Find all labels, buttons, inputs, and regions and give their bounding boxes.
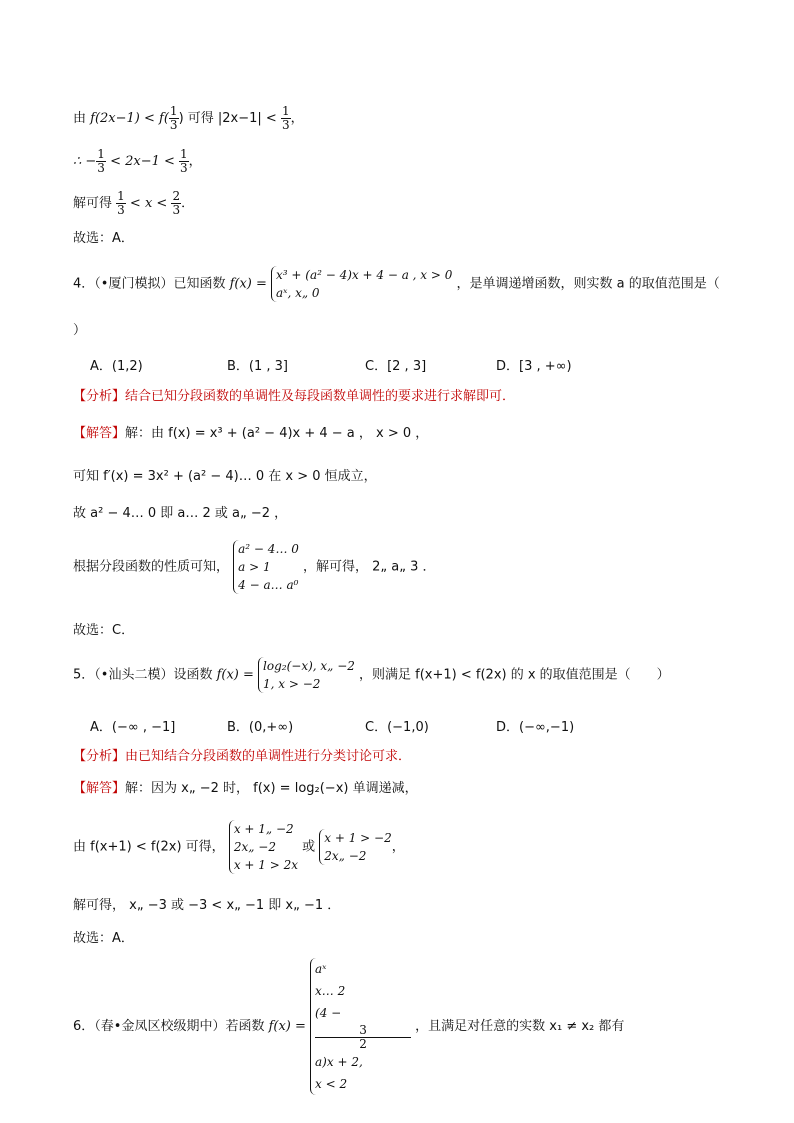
den: 3 <box>180 161 188 175</box>
q5-sol-3: 解可得， x„ −3 或 −3 < x„ −1 即 x„ −1 ． <box>73 898 341 913</box>
q4-option-c: C．[2 , 3] <box>365 359 427 374</box>
q4-stem <box>73 266 720 302</box>
case: log₂(−x), x„ −2 <box>263 659 355 673</box>
q4-analysis <box>73 388 515 406</box>
q4-close: ） <box>73 323 87 338</box>
math: ∴ − <box>73 154 97 169</box>
q4-option-a: A．(1,2) <box>90 359 143 374</box>
tag: 【分析】 <box>73 749 126 764</box>
tag: 【解答】 <box>73 426 126 441</box>
q4-sol-4 <box>73 540 436 594</box>
q4-option-b: B．(1 , 3] <box>227 359 289 374</box>
num: 1 <box>97 147 105 161</box>
num: 1 <box>117 189 125 203</box>
q5-option-b: B．(0,+∞) <box>227 720 294 735</box>
text: 由 f(x+1) < f(2x) 可得， <box>73 839 225 855</box>
text: 解：因为 x„ −2 时， f(x) = log₂(−x) 单调递减， <box>125 781 418 796</box>
q3-answer: 故选：A． <box>73 231 134 246</box>
den: 3 <box>281 118 290 132</box>
system-brace <box>233 540 299 594</box>
math: f(x) = <box>268 1019 306 1034</box>
text: ． <box>181 196 195 211</box>
text: ，且满足对任意的实数 x₁ ≠ x₂ 都有 <box>415 1019 625 1034</box>
question-number: 5．（•汕头二模）设函数 <box>73 667 217 683</box>
fraction <box>116 190 126 217</box>
text: ， <box>188 154 202 169</box>
text: 解可得 <box>73 196 117 211</box>
expr: (4 − <box>315 1006 342 1020</box>
text: ， <box>290 111 304 126</box>
case: 1, x > −2 <box>263 677 321 691</box>
q3-line-1 <box>73 105 304 132</box>
piecewise-brace <box>258 657 355 693</box>
fraction <box>179 148 189 175</box>
q5-sol-2 <box>73 820 405 874</box>
expr: aˣ <box>315 962 327 976</box>
cond: x… 2 <box>315 984 346 998</box>
q5-option-d: D．(−∞,−1) <box>496 720 575 735</box>
eq: a > 1 <box>238 560 271 574</box>
text: ，解可得， 2„ a„ 3 ． <box>303 559 436 575</box>
cond: x < 2 <box>315 1077 348 1091</box>
fraction <box>169 105 179 132</box>
math: < x < <box>125 196 172 211</box>
text: 结合已知分段函数的单调性及每段函数单调性的要求进行求解即可． <box>125 389 516 404</box>
q4-sol-2: 可知 f′(x) = 3x² + (a² − 4)… 0 在 x > 0 恒成立， <box>73 469 377 484</box>
q4-answer: 故选：C． <box>73 623 135 638</box>
num: 1 <box>169 104 178 118</box>
text: 解：由 f(x) = x³ + (a² − 4)x + 4 − a ， x > 0 ， <box>125 426 429 441</box>
q4-sol-1 <box>73 425 428 443</box>
q5-stem <box>73 657 670 693</box>
math: f(x) = <box>229 276 267 292</box>
q5-answer: 故选：A． <box>73 931 134 946</box>
q5-option-a: A．(−∞ , −1] <box>90 720 176 735</box>
q3-line-3 <box>73 190 194 217</box>
q3-line-2 <box>73 148 202 175</box>
tag: 【解答】 <box>73 781 126 796</box>
math: f(2x−1) < f( <box>90 111 169 126</box>
den: 3 <box>97 161 105 175</box>
num: 1 <box>180 147 188 161</box>
question-number: 6．（春•金凤区校级期中）若函数 <box>73 1019 269 1034</box>
q6-stem <box>73 958 624 1095</box>
system-brace-a <box>229 820 298 874</box>
num: 3 <box>315 1024 411 1038</box>
eq: a² − 4… 0 <box>238 542 299 556</box>
piecewise-brace <box>310 958 411 1095</box>
fraction <box>171 190 181 217</box>
den: 3 <box>172 203 181 217</box>
den: 3 <box>169 118 178 132</box>
system-brace-b <box>319 829 391 865</box>
q4-option-d: D．[3 , +∞) <box>496 359 572 374</box>
text: ，是单调递增函数，则实数 a 的取值范围是（ <box>456 276 720 292</box>
text: 或 <box>298 839 320 855</box>
eq: 2x„ −2 <box>324 849 367 863</box>
q5-analysis <box>73 748 411 766</box>
fraction <box>281 105 291 132</box>
text: ，则满足 f(x+1) < f(2x) 的 x 的取值范围是（ ） <box>359 667 670 683</box>
case-1 <box>315 958 411 1002</box>
text: 根据分段函数的性质可知， <box>73 559 230 575</box>
question-number: 4．（•厦门模拟）已知函数 <box>73 276 230 292</box>
eq: x + 1 > −2 <box>324 831 392 845</box>
eq: 4 − a… a⁰ <box>238 578 299 592</box>
fraction <box>315 1024 411 1051</box>
tag: 【分析】 <box>73 389 126 404</box>
text: ， <box>391 839 405 855</box>
num: 2 <box>172 189 181 203</box>
eq: x + 1„ −2 <box>233 822 294 836</box>
case-2 <box>315 1002 411 1095</box>
q4-sol-3: 故 a² − 4… 0 即 a… 2 或 a„ −2 ， <box>73 506 288 521</box>
den: 3 <box>117 203 125 217</box>
q5-option-c: C．(−1,0) <box>365 720 429 735</box>
piecewise-brace <box>271 266 452 302</box>
eq: x + 1 > 2x <box>233 858 298 872</box>
text: 由已知结合分段函数的单调性进行分类讨论可求． <box>125 749 412 764</box>
eq: 2x„ −2 <box>233 840 276 854</box>
math: f(x) = <box>216 667 254 683</box>
expr: a)x + 2, <box>315 1055 363 1069</box>
case: aˣ, x„ 0 <box>276 286 320 300</box>
text: ) 可得 |2x−1| < <box>178 111 281 126</box>
math: < 2x−1 < <box>105 154 180 169</box>
text: 由 <box>73 111 87 126</box>
num: 1 <box>281 104 290 118</box>
q5-sol-1 <box>73 780 418 798</box>
fraction <box>96 148 106 175</box>
den: 2 <box>359 1037 367 1051</box>
case: x³ + (a² − 4)x + 4 − a , x > 0 <box>276 268 453 282</box>
